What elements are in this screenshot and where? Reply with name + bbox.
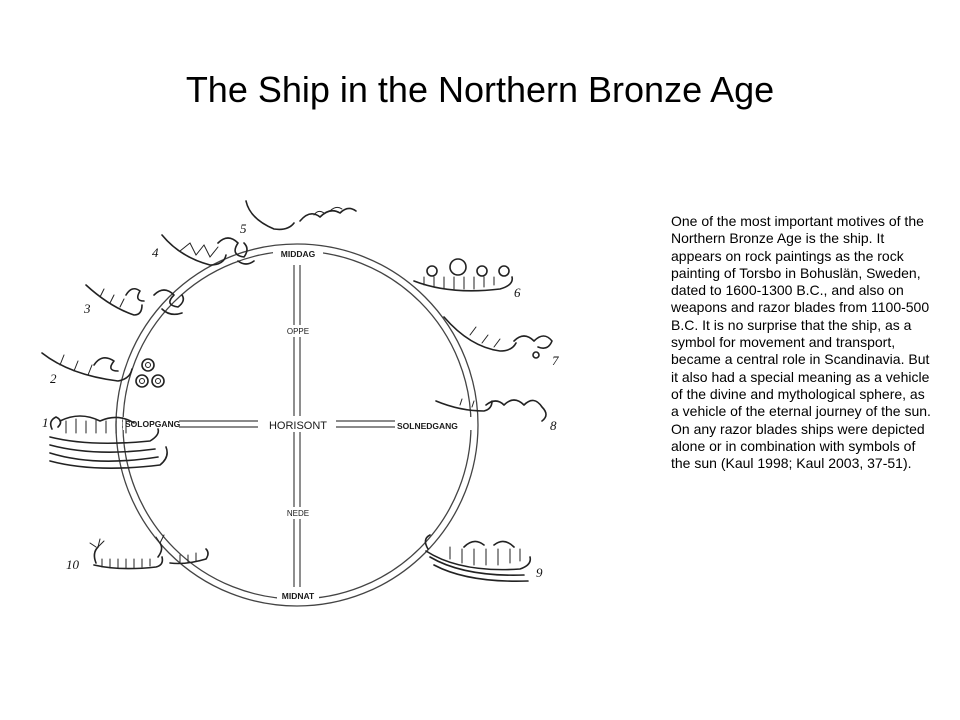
ship-drawing-10 <box>90 535 208 569</box>
ship-drawing-6 <box>414 259 512 291</box>
ship-number-4: 4 <box>152 245 159 260</box>
label-oppe: OPPE <box>286 327 310 336</box>
label-midnat: MIDNAT <box>281 591 315 601</box>
ship-number-7: 7 <box>552 353 559 368</box>
ship-number-6: 6 <box>514 285 521 300</box>
ship-number-9: 9 <box>536 565 543 580</box>
sun-ship-diagram <box>30 185 570 625</box>
label-solnedgang: SOLNEDGANG <box>397 421 458 431</box>
slide-title: The Ship in the Northern Bronze Age <box>185 69 775 110</box>
caption-text: One of the most important motives of the Northern Bronze Age is the ship. It appears on rock paintings as the rock painting of Torsbo in Bohuslän, Sweden, dated to 1600-1300 B.C., and also on weapons and razor blades from 1100-500 B.C. It is no surprise that the ship, as a symbol for movement and transport, became a central role in Scandinavia. But it also had a special meaning as a vehicle of the divine and mythological sphere, as a vehicle of the eternal journey of the sun. On any razor blades ships were depicted alone or in combination with symbols of the sun (Kaul 1998; Kaul 2003, 37-51). <box>671 213 931 472</box>
label-horisont: HORISONT <box>268 420 328 432</box>
ship-drawing-7 <box>444 317 552 358</box>
ship-drawing-3 <box>86 285 183 315</box>
diagram-svg <box>30 185 570 625</box>
ship-drawing-2 <box>42 353 164 387</box>
label-nede: NEDE <box>286 509 310 518</box>
label-solopgang: SOLOPGANG <box>125 419 181 429</box>
label-middag: MIDDAG <box>280 249 316 259</box>
ship-number-1: 1 <box>42 415 49 430</box>
ship-drawing-5 <box>246 201 356 229</box>
ship-number-2: 2 <box>50 371 57 386</box>
ship-number-5: 5 <box>240 221 247 236</box>
ship-number-8: 8 <box>550 418 557 433</box>
ship-drawing-9 <box>425 535 530 581</box>
ship-number-10: 10 <box>66 557 79 572</box>
ship-number-3: 3 <box>84 301 91 316</box>
